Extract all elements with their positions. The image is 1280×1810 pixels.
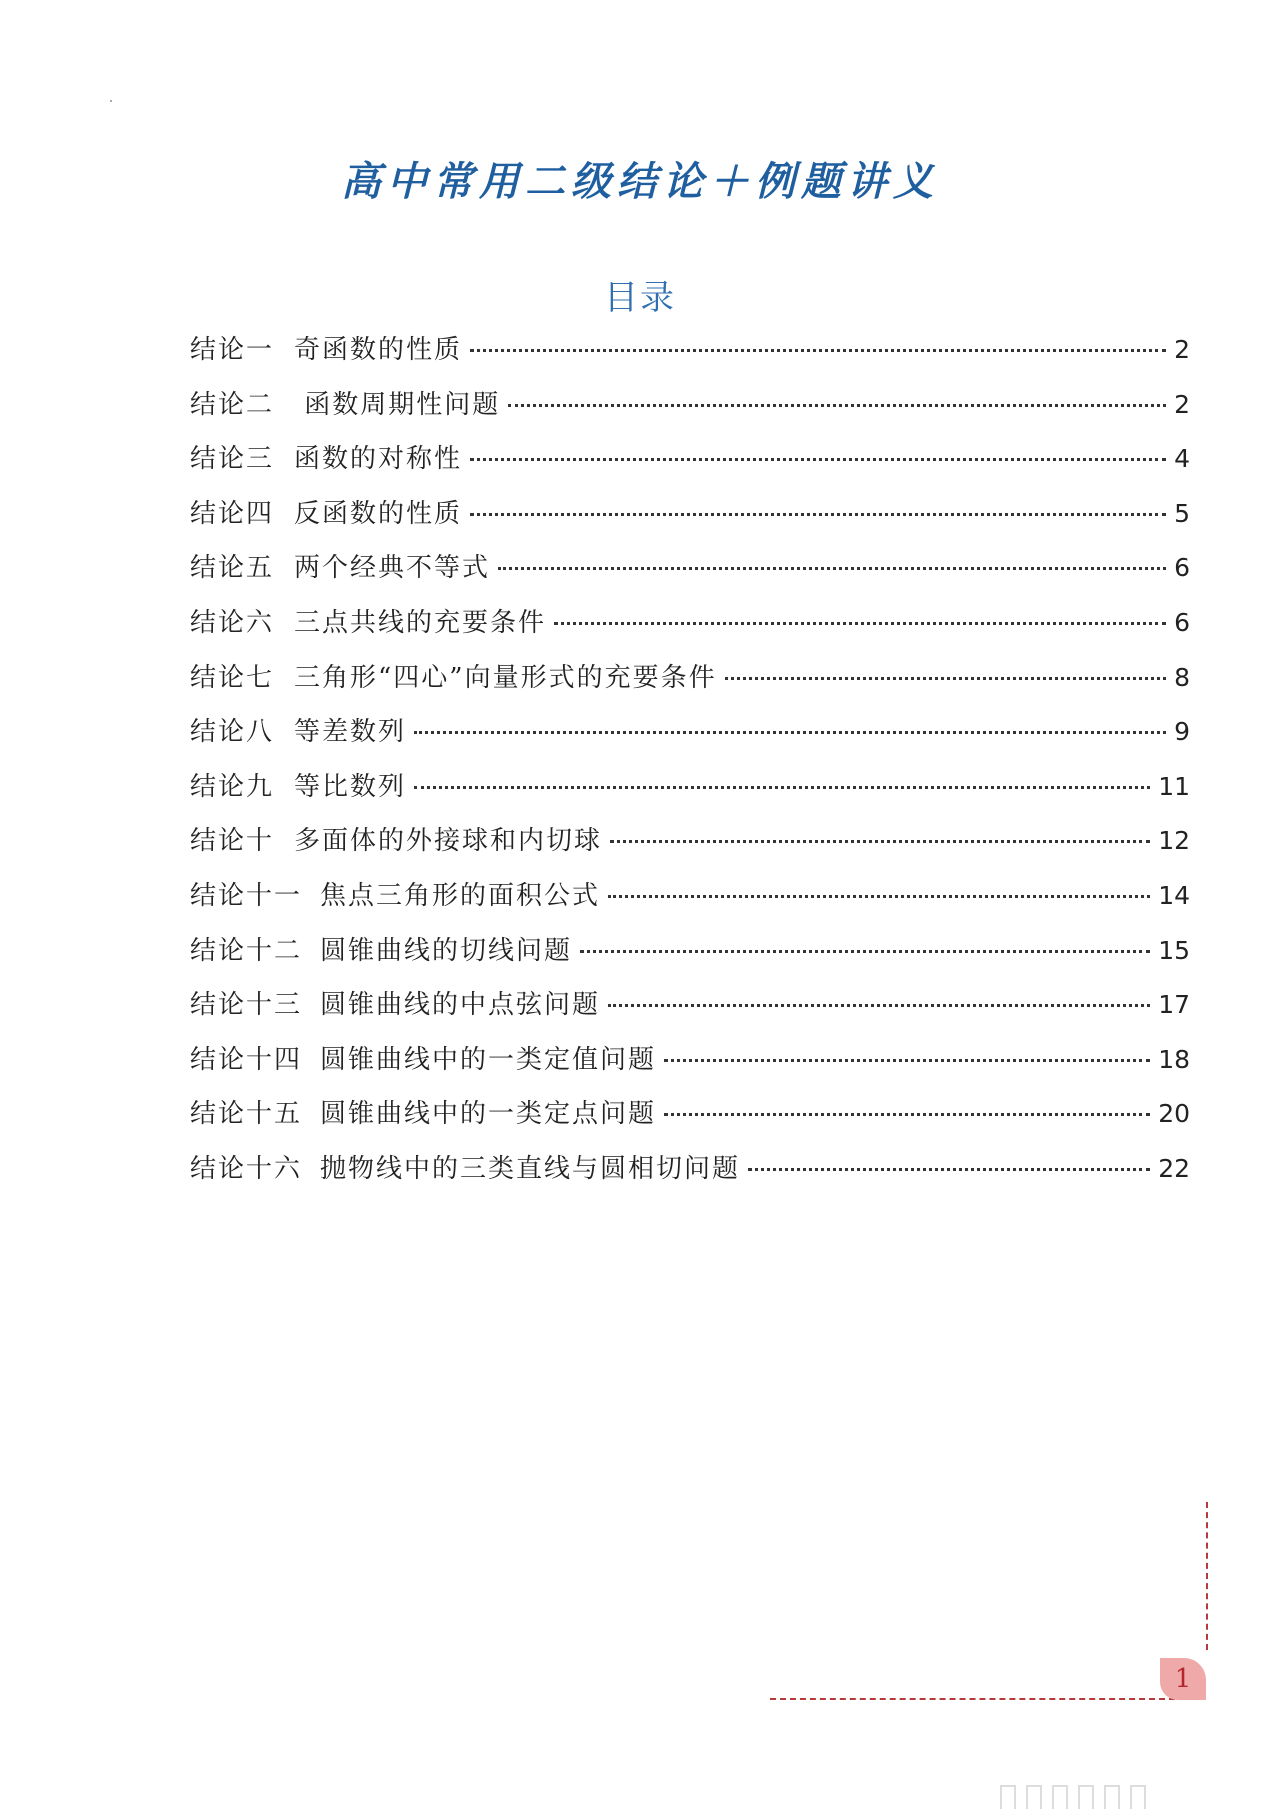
toc-entry[interactable] <box>190 657 1190 712</box>
toc-entry-label: 结论九 <box>190 771 275 802</box>
toc-dot-leader <box>664 1059 1150 1062</box>
toc-dot-leader <box>498 567 1166 570</box>
toc-dot-leader <box>608 1004 1150 1007</box>
toc-entry[interactable] <box>190 384 1190 439</box>
toc-entry-label: 结论三 <box>190 444 275 475</box>
page-corner-vertical-dashed-line <box>1206 1502 1208 1650</box>
toc-entry-label: 结论十 <box>190 826 275 857</box>
toc-entry-page: 5 <box>1174 498 1190 528</box>
toc-dot-leader <box>608 895 1150 898</box>
toc-entry-page: 12 <box>1158 826 1190 856</box>
page-corner-horizontal-dashed-line <box>770 1698 1175 1700</box>
toc-dot-leader <box>725 677 1167 680</box>
toc-entry-title: 多面体的外接球和内切球 <box>294 826 603 857</box>
toc-entry-title: 抛物线中的三类直线与圆相切问题 <box>320 1153 741 1184</box>
watermark-bar-icon <box>1000 1785 1016 1809</box>
toc-entry-page: 2 <box>1174 335 1190 364</box>
toc-entry-title: 函数周期性问题 <box>294 389 501 420</box>
toc-entry-label: 结论七 <box>190 662 275 693</box>
toc-entry-title: 焦点三角形的面积公式 <box>320 880 601 911</box>
toc-entry-page: 15 <box>1158 935 1190 965</box>
toc-entry-label: 结论十四 <box>190 1044 303 1075</box>
toc-entry[interactable] <box>190 984 1190 1039</box>
toc-entry[interactable] <box>190 820 1190 875</box>
toc-entry-page: 6 <box>1174 607 1190 637</box>
toc-entry-title: 等差数列 <box>294 717 407 748</box>
toc-dot-leader <box>414 786 1150 789</box>
watermark-bar-icon <box>1078 1785 1094 1809</box>
toc-entry[interactable] <box>190 602 1190 657</box>
toc-entry-label: 结论十六 <box>190 1153 303 1184</box>
toc-entry-title: 圆锥曲线中的一类定点问题 <box>320 1099 657 1130</box>
watermark-bar-icon <box>1104 1785 1120 1809</box>
toc-entry[interactable] <box>190 1093 1190 1148</box>
toc-entry-page: 11 <box>1158 771 1190 801</box>
page-number-badge: 1 <box>1160 1658 1206 1700</box>
toc-entry-label: 结论十三 <box>190 990 303 1021</box>
toc-entry-label: 结论六 <box>190 607 275 638</box>
toc-entry-page: 8 <box>1174 662 1190 692</box>
toc-dot-leader <box>414 731 1166 734</box>
toc-entry-title: 两个经典不等式 <box>294 553 491 584</box>
toc-entry-page: 9 <box>1174 717 1190 747</box>
toc-dot-leader <box>508 404 1166 407</box>
toc-entry[interactable] <box>190 493 1190 548</box>
toc-entry-page: 4 <box>1174 444 1190 474</box>
toc-entry[interactable] <box>190 1039 1190 1094</box>
toc-dot-leader <box>470 458 1166 461</box>
toc-dot-leader <box>470 349 1166 352</box>
toc-entry-page: 20 <box>1158 1099 1190 1129</box>
toc-entry-page: 18 <box>1158 1044 1190 1074</box>
toc-entry-page: 17 <box>1158 990 1190 1020</box>
toc-entry-page: 14 <box>1158 880 1190 910</box>
toc-entry-title: 奇函数的性质 <box>294 335 463 365</box>
toc-entry-title: 函数的对称性 <box>294 444 463 475</box>
toc-entry-label: 结论十五 <box>190 1099 303 1130</box>
toc-entry[interactable] <box>190 438 1190 493</box>
toc-dot-leader <box>554 622 1166 625</box>
toc-dot-leader <box>470 513 1166 516</box>
toc-dot-leader <box>664 1113 1150 1116</box>
toc-entry-label: 结论二 <box>190 389 275 420</box>
toc-entry-label: 结论十一 <box>190 880 303 911</box>
toc-entry-label: 结论一 <box>190 335 275 365</box>
toc-entry-label: 结论十二 <box>190 935 303 966</box>
toc-entry-label: 结论五 <box>190 553 275 584</box>
toc-dot-leader <box>748 1168 1150 1171</box>
toc-dot-leader <box>610 840 1150 843</box>
toc-entry-label: 结论四 <box>190 498 275 529</box>
toc-dot-leader <box>580 950 1150 953</box>
toc-entry[interactable] <box>190 1148 1190 1203</box>
toc-entry-title: 圆锥曲线中的一类定值问题 <box>320 1044 657 1075</box>
watermark-bar-icon <box>1052 1785 1068 1809</box>
toc-entry-title: 三点共线的充要条件 <box>294 607 547 638</box>
toc-entry-page: 2 <box>1174 389 1190 419</box>
document-title: 高中常用二级结论＋例题讲义 <box>341 158 939 205</box>
toc-entry-title: 等比数列 <box>294 771 407 802</box>
watermark <box>1000 1785 1146 1809</box>
watermark-bar-icon <box>1026 1785 1042 1809</box>
toc-entry[interactable] <box>190 875 1190 930</box>
table-of-contents <box>190 329 1190 1203</box>
toc-entry-title: 反函数的性质 <box>294 498 463 529</box>
toc-entry[interactable] <box>190 766 1190 821</box>
toc-heading: 目录 <box>604 278 676 318</box>
toc-entry[interactable] <box>190 711 1190 766</box>
toc-entry-page: 6 <box>1174 553 1190 583</box>
toc-entry[interactable] <box>190 547 1190 602</box>
toc-entry-title: 圆锥曲线的切线问题 <box>320 935 573 966</box>
toc-entry-title: 三角形“四心”向量形式的充要条件 <box>294 662 717 693</box>
watermark-bar-icon <box>1130 1785 1146 1809</box>
toc-entry-page: 22 <box>1158 1153 1190 1183</box>
toc-entry-title: 圆锥曲线的中点弦问题 <box>320 990 601 1021</box>
toc-entry[interactable] <box>190 930 1190 985</box>
toc-entry[interactable] <box>190 329 1190 384</box>
toc-entry-label: 结论八 <box>190 717 275 748</box>
corner-mark <box>110 100 112 102</box>
